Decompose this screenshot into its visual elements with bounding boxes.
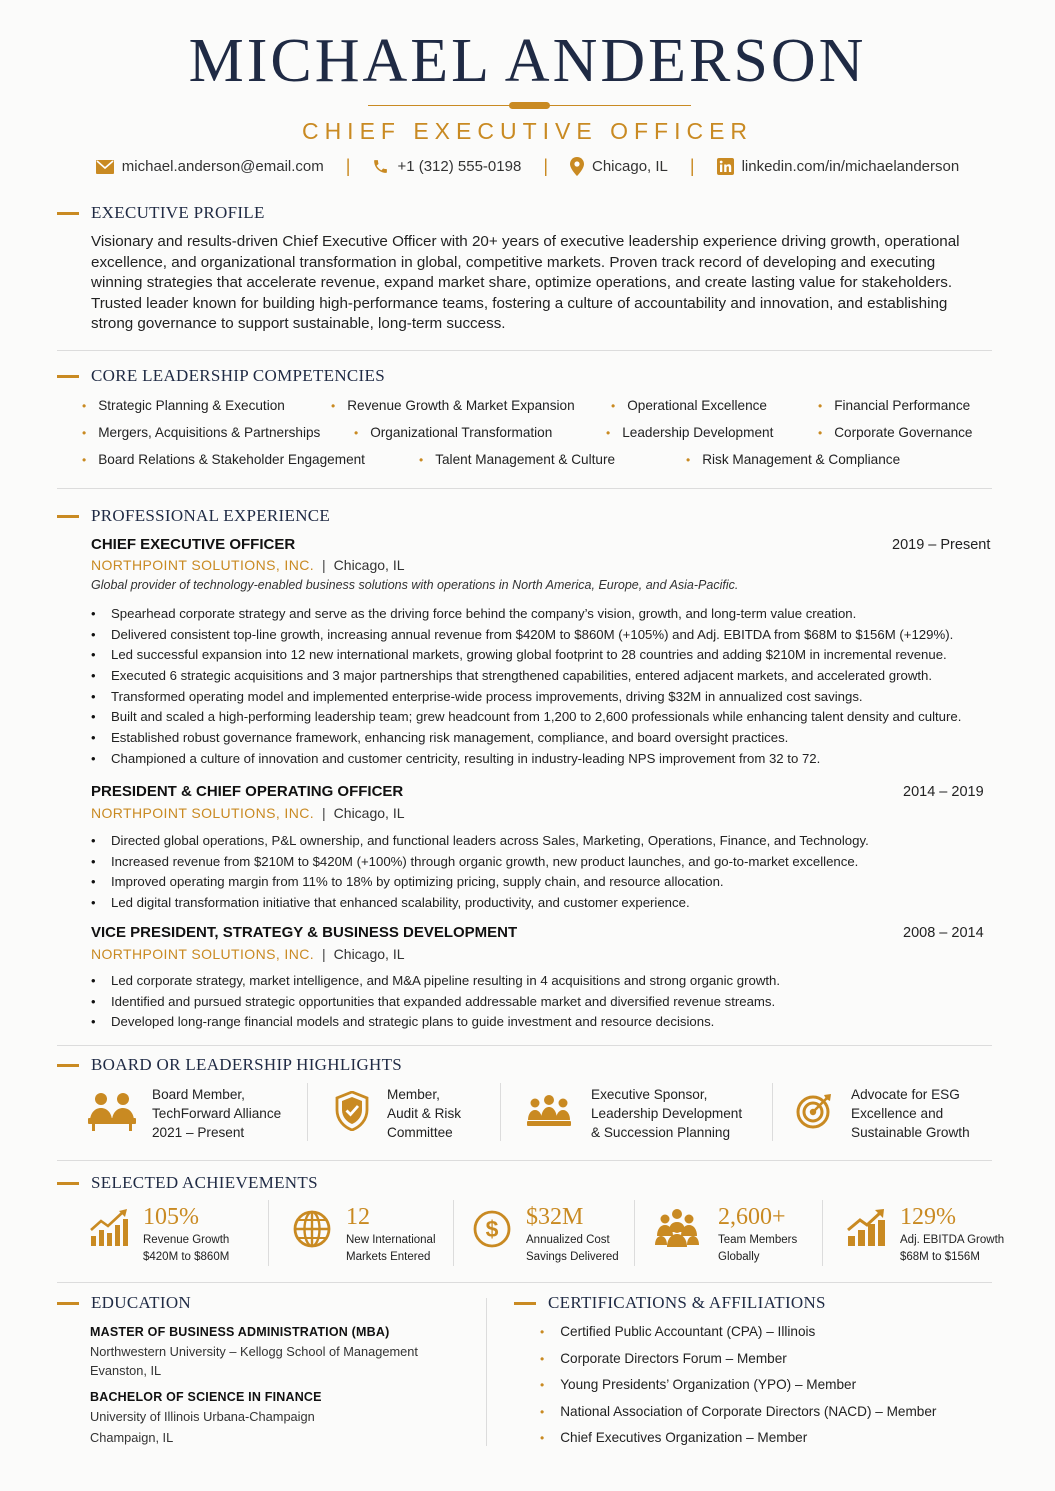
section-heading-highlights	[57, 1055, 402, 1075]
achievement-text	[900, 1204, 1004, 1266]
heading-accent	[57, 212, 79, 215]
achievement-text	[346, 1204, 436, 1266]
competency-item	[82, 452, 365, 467]
company-name: NORTHPOINT SOLUTIONS, INC.	[91, 557, 315, 573]
job-dates: 2019 – Present	[892, 537, 991, 553]
target-arrow-icon	[795, 1092, 833, 1135]
title-divider	[368, 102, 691, 110]
competency-text: Corporate Governance	[834, 425, 973, 440]
section-heading-education	[57, 1293, 191, 1313]
certification-item	[540, 1430, 807, 1445]
bullet: •	[540, 1324, 545, 1339]
phone-icon	[372, 158, 389, 175]
bullet-text: Built and scaled a high-performing leadership team; grew headcount from 1,200 to 2,600 professionals while enhancing talent density and culture.	[111, 709, 962, 725]
achievement-text	[526, 1204, 619, 1266]
section-heading-experience	[57, 506, 330, 526]
heading-accent	[57, 375, 79, 378]
competency-text: Financial Performance	[834, 398, 971, 413]
list-item	[91, 970, 991, 991]
bullet-text: Led corporate strategy, market intelligence, and M&A pipeline resulting in 4 acquisitions and strong organic growth.	[111, 972, 781, 988]
achievement-caption: $420M to $860M	[143, 1251, 230, 1263]
highlight-text	[851, 1085, 970, 1142]
achievement-caption: Markets Entered	[346, 1251, 431, 1263]
linkedin-text: linkedin.com/in/michaelanderson	[741, 158, 960, 175]
competency-text: Revenue Growth & Market Expansion	[347, 398, 575, 413]
heading-text: CORE LEADERSHIP COMPETENCIES	[91, 366, 385, 385]
contact-phone[interactable]	[372, 158, 521, 175]
bullet-text: Led digital transformation initiative that enhanced scalability, productivity, and customer experience.	[111, 894, 690, 910]
highlight-line: 2021 – Present	[152, 1125, 245, 1140]
list-item	[91, 706, 991, 727]
shield-check-icon	[335, 1091, 369, 1136]
list-item	[91, 871, 991, 892]
job-bullets	[91, 830, 991, 913]
globe-icon	[292, 1209, 332, 1254]
competency-text: Operational Excellence	[627, 398, 767, 413]
competency-text: Strategic Planning & Execution	[98, 398, 285, 413]
contact-separator: |	[689, 156, 695, 176]
achievement-caption: Savings Delivered	[526, 1251, 619, 1263]
company-separator: |	[322, 946, 326, 962]
highlight-text	[387, 1085, 461, 1142]
competency-text: Board Relations & Stakeholder Engagement	[98, 452, 365, 467]
phone-text: +1 (312) 555-0198	[397, 158, 522, 175]
envelope-icon	[96, 160, 114, 174]
bullet-text: Transformed operating model and implemented enterprise-wide process improvements, driving $32M in annualized cost savings.	[111, 688, 863, 704]
achievement-value: 2,600+	[718, 1204, 786, 1230]
achievement-text	[718, 1204, 797, 1266]
company-location: Chicago, IL	[333, 946, 405, 962]
bullet: •	[354, 425, 359, 440]
highlight-line: Executive Sponsor,	[591, 1087, 708, 1102]
heading-text: SELECTED ACHIEVEMENTS	[91, 1173, 318, 1192]
certification-item	[540, 1404, 936, 1419]
company-location: Chicago, IL	[333, 805, 405, 821]
growth-arrow-icon	[846, 1208, 886, 1253]
certification-text: Chief Executives Organization – Member	[560, 1430, 808, 1445]
heading-accent	[514, 1302, 536, 1305]
job-dates: 2014 – 2019	[903, 784, 984, 800]
highlight-line: Board Member,	[152, 1087, 245, 1102]
achievement-caption: Annualized Cost	[526, 1234, 610, 1246]
heading-text: CERTIFICATIONS & AFFILIATIONS	[548, 1293, 826, 1312]
competency-item	[818, 425, 972, 440]
bullet: •	[91, 993, 96, 1009]
list-item	[91, 686, 991, 707]
bullet: •	[818, 425, 823, 440]
achievement-caption: New International	[346, 1234, 436, 1246]
column-divider	[822, 1200, 823, 1266]
bullet-text: Led successful expansion into 12 new international markets, growing global footprint to 28 countries and adding $210M in incremental revenue.	[111, 647, 947, 663]
job-title: PRESIDENT & CHIEF OPERATING OFFICER	[91, 783, 404, 800]
section-divider	[57, 350, 992, 351]
bullet: •	[91, 750, 96, 766]
heading-accent	[57, 1302, 79, 1305]
school-name: Northwestern University – Kellogg School of Management	[90, 1344, 418, 1359]
bullet: •	[91, 972, 96, 988]
location-text: Chicago, IL	[592, 158, 668, 175]
competency-item	[82, 425, 320, 440]
highlight-line: Member,	[387, 1087, 440, 1102]
bullet-text: Improved operating margin from 11% to 18% by optimizing pricing, supply chain, and resource allocation.	[111, 874, 724, 890]
company-separator: |	[322, 557, 326, 573]
section-heading-profile	[57, 203, 265, 223]
section-heading-achievements	[57, 1173, 318, 1193]
bullet: •	[91, 688, 96, 704]
bullet-text: Identified and pursued strategic opportunities that expanded addressable market and diversified revenue streams.	[111, 993, 776, 1009]
achievement-value: $32M	[526, 1204, 584, 1230]
highlight-text	[591, 1085, 742, 1142]
certification-text: Young Presidents’ Organization (YPO) – Member	[560, 1377, 857, 1392]
competency-item	[818, 398, 970, 413]
bullet: •	[686, 452, 691, 467]
achievement-caption: Team Members	[718, 1234, 798, 1246]
bullet: •	[82, 398, 87, 413]
column-divider	[500, 1083, 501, 1141]
bullet-text: Delivered consistent top-line growth, increasing annual revenue from $420M to $860M (+105%) and Adj. EBITDA from $68M to $156M (+129%).	[111, 626, 954, 642]
certification-text: National Association of Corporate Directors (NACD) – Member	[560, 1404, 937, 1419]
competency-item	[419, 452, 615, 467]
column-divider	[772, 1083, 773, 1141]
bullet: •	[540, 1430, 545, 1445]
job-dates: 2008 – 2014	[903, 925, 984, 941]
contact-linkedin[interactable]	[717, 158, 960, 175]
highlight-item	[527, 1085, 742, 1142]
bullet-text: Championed a culture of innovation and customer centricity, resulting in industry-leading NPS improvement from 32 to 72.	[111, 750, 821, 766]
highlight-line: Audit & Risk	[387, 1106, 462, 1121]
column-divider	[268, 1200, 269, 1266]
list-item	[91, 748, 991, 769]
highlight-line: Excellence and	[851, 1106, 944, 1121]
competency-item	[686, 452, 900, 467]
list-item	[91, 727, 991, 748]
dollar-circle-icon	[472, 1209, 512, 1254]
heading-text: EXECUTIVE PROFILE	[91, 203, 265, 222]
bullet: •	[91, 1014, 96, 1030]
bullet: •	[91, 853, 96, 869]
highlight-line: Sustainable Growth	[851, 1125, 970, 1140]
school-location: Evanston, IL	[90, 1363, 162, 1378]
school-location: Champaign, IL	[90, 1430, 174, 1445]
section-divider	[57, 1282, 992, 1283]
section-heading-certifications	[514, 1293, 826, 1313]
people-icon	[654, 1208, 700, 1253]
achievement-text	[143, 1204, 229, 1266]
competency-item	[82, 398, 285, 413]
bullet-text: Increased revenue from $210M to $420M (+100%) through organic growth, new product launches, and go-to-market excellence.	[111, 853, 859, 869]
list-item	[91, 830, 991, 851]
competency-item	[611, 398, 767, 413]
school-name: University of Illinois Urbana-Champaign	[90, 1409, 315, 1424]
highlight-item	[335, 1085, 461, 1142]
bullet: •	[606, 425, 611, 440]
achievement-value: 129%	[900, 1204, 956, 1230]
highlight-item	[88, 1085, 281, 1142]
svg-text:$: $	[485, 1216, 499, 1242]
board-members-icon	[88, 1091, 136, 1136]
competency-text: Talent Management & Culture	[435, 452, 616, 467]
bullet: •	[540, 1404, 545, 1419]
growth-bars-icon	[89, 1208, 129, 1253]
bullet: •	[91, 605, 96, 621]
job-title: CHIEF EXECUTIVE OFFICER	[91, 536, 296, 553]
bullet: •	[82, 452, 87, 467]
achievement-value: 12	[346, 1204, 370, 1230]
section-heading-competencies	[57, 366, 385, 386]
job-bullets	[91, 970, 991, 1032]
achievement-item	[89, 1204, 229, 1266]
highlight-line: TechForward Alliance	[152, 1106, 282, 1121]
bullet: •	[82, 425, 87, 440]
team-group-icon	[527, 1094, 571, 1133]
list-item	[91, 624, 991, 645]
candidate-name: MICHAEL ANDERSON	[188, 27, 867, 95]
list-item	[91, 1011, 991, 1032]
bullet: •	[540, 1351, 545, 1366]
heading-text: PROFESSIONAL EXPERIENCE	[91, 506, 331, 525]
highlight-item	[795, 1085, 970, 1142]
linkedin-icon	[717, 158, 734, 175]
column-divider	[486, 1298, 487, 1446]
competency-item	[606, 425, 773, 440]
competency-item	[354, 425, 552, 440]
bullet-text: Developed long-range financial models and strategic plans to guide investment and resource decisions.	[111, 1014, 715, 1030]
achievement-value: 105%	[143, 1204, 199, 1230]
achievement-item	[846, 1204, 1004, 1266]
bullet-text: Directed global operations, P&L ownership, and functional leaders across Sales, Marketing, Operations, Finance, and Technology.	[111, 832, 869, 848]
profile-summary: Visionary and results-driven Chief Executive Officer with 20+ years of executive leadership experience driving growth, operational excellence, and organizational transformation in global, competitive markets. Proven track record of developing and executing winning strategies that accelerate revenue, expand market share, optimize operations, and create lasting value for stakeholders. Trusted leader known for building high-performance teams, fostering a culture of accountability and innovation, and establishing strong governance to support sustainable, long-term success.	[91, 233, 960, 333]
highlight-line: Leadership Development	[591, 1106, 743, 1121]
certification-text: Corporate Directors Forum – Member	[560, 1351, 787, 1366]
heading-text: BOARD OR LEADERSHIP HIGHLIGHTS	[91, 1055, 403, 1074]
job-company-line	[91, 946, 405, 962]
certification-item	[540, 1324, 815, 1339]
bullet: •	[419, 452, 424, 467]
heading-accent	[57, 515, 79, 518]
contact-separator: |	[345, 156, 351, 176]
bullet: •	[91, 647, 96, 663]
degree-title: BACHELOR OF SCIENCE IN FINANCE	[90, 1390, 322, 1404]
heading-text: EDUCATION	[91, 1293, 191, 1312]
job-company-line	[91, 557, 405, 573]
company-separator: |	[322, 805, 326, 821]
company-description: Global provider of technology-enabled business solutions with operations in North America, Europe, and Asia-Pacific.	[91, 578, 739, 592]
highlight-line: Committee	[387, 1125, 453, 1140]
job-company-line	[91, 805, 405, 821]
bullet: •	[91, 874, 96, 890]
highlight-line: Advocate for ESG	[851, 1087, 960, 1102]
competency-text: Leadership Development	[622, 425, 774, 440]
bullet: •	[91, 626, 96, 642]
heading-accent	[57, 1182, 79, 1185]
bullet: •	[91, 709, 96, 725]
job-title-headline: CHIEF EXECUTIVE OFFICER	[301, 118, 754, 144]
bullet-text: Established robust governance framework, enhancing risk management, compliance, and board oversight practices.	[111, 729, 789, 745]
list-item	[91, 991, 991, 1012]
bullet: •	[91, 832, 96, 848]
bullet: •	[91, 667, 96, 683]
bullet: •	[611, 398, 616, 413]
list-item	[91, 644, 991, 665]
job-bullets	[91, 603, 991, 769]
column-divider	[453, 1200, 454, 1266]
bullet-text: Executed 6 strategic acquisitions and 3 major partnerships that strengthened capabilities, entered adjacent markets, and accelerated growth.	[111, 667, 933, 683]
job-title: VICE PRESIDENT, STRATEGY & BUSINESS DEVELOPMENT	[91, 924, 518, 941]
achievement-caption: Revenue Growth	[143, 1234, 230, 1246]
contact-bar	[0, 156, 1055, 177]
achievement-item	[472, 1204, 619, 1266]
company-name: NORTHPOINT SOLUTIONS, INC.	[91, 946, 315, 962]
map-pin-icon	[570, 157, 584, 176]
company-name: NORTHPOINT SOLUTIONS, INC.	[91, 805, 315, 821]
competency-text: Organizational Transformation	[370, 425, 553, 440]
email-text: michael.anderson@email.com	[121, 158, 324, 175]
column-divider	[307, 1083, 308, 1141]
bullet-text: Spearhead corporate strategy and serve as the driving force behind the company’s vision, growth, and long-term value creation.	[111, 605, 857, 621]
section-divider	[57, 488, 992, 489]
bullet: •	[331, 398, 336, 413]
achievement-caption: Adj. EBITDA Growth	[900, 1234, 1005, 1246]
competency-item	[331, 398, 575, 413]
contact-email[interactable]	[96, 158, 324, 175]
company-location: Chicago, IL	[333, 557, 405, 573]
contact-location	[570, 157, 668, 176]
bullet: •	[540, 1377, 545, 1392]
section-divider	[57, 1160, 992, 1161]
section-divider	[57, 1045, 992, 1046]
achievement-caption: Globally	[718, 1251, 760, 1263]
certification-item	[540, 1377, 856, 1392]
certification-item	[540, 1351, 787, 1366]
degree-title: MASTER OF BUSINESS ADMINISTRATION (MBA)	[90, 1325, 390, 1339]
highlight-line: & Succession Planning	[591, 1125, 731, 1140]
competency-text: Risk Management & Compliance	[702, 452, 901, 467]
list-item	[91, 892, 991, 913]
heading-accent	[57, 1064, 79, 1067]
bullet: •	[91, 894, 96, 910]
achievement-item	[654, 1204, 797, 1266]
certification-text: Certified Public Accountant (CPA) – Illinois	[560, 1324, 816, 1339]
competency-text: Mergers, Acquisitions & Partnerships	[98, 425, 321, 440]
achievement-caption: $68M to $156M	[900, 1251, 980, 1263]
list-item	[91, 665, 991, 686]
column-divider	[634, 1200, 635, 1266]
bullet: •	[91, 729, 96, 745]
list-item	[91, 603, 991, 624]
list-item	[91, 851, 991, 872]
contact-separator: |	[543, 156, 548, 176]
achievement-item	[292, 1204, 436, 1266]
highlight-text	[152, 1085, 281, 1142]
bullet: •	[818, 398, 823, 413]
